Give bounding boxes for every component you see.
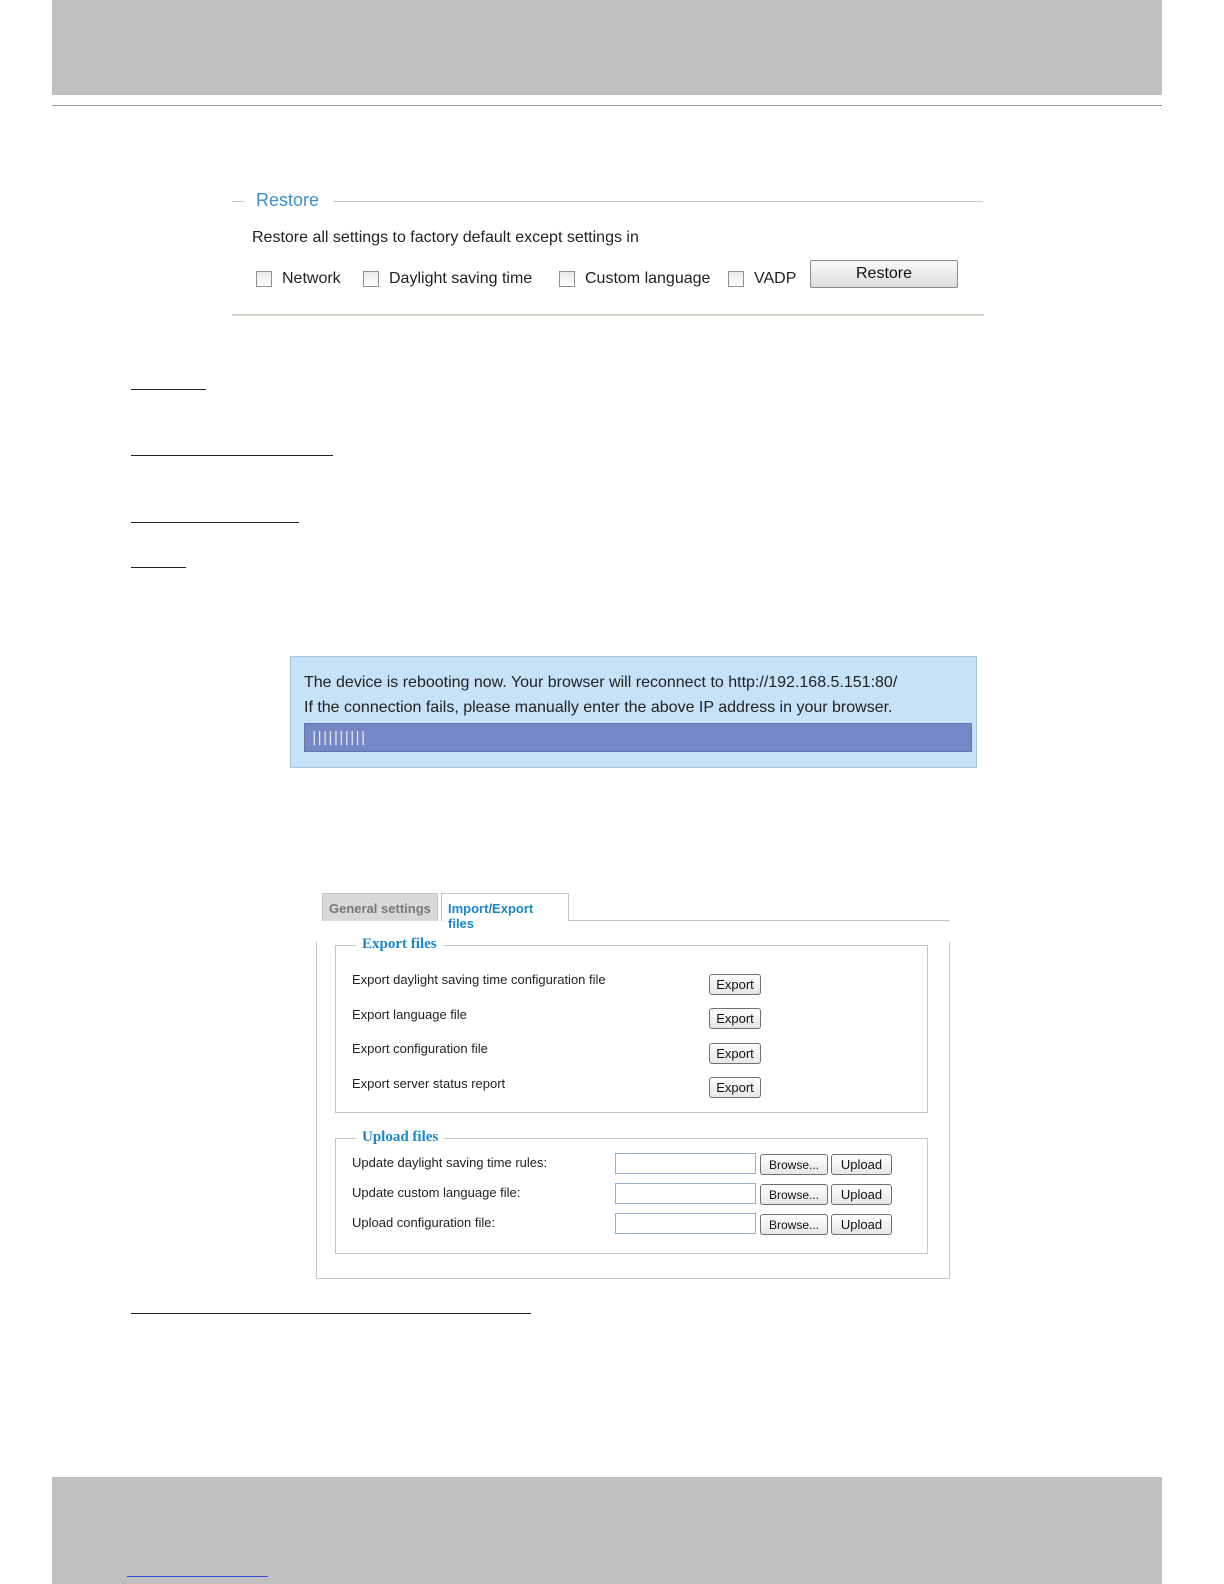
upload-row-label: Update daylight saving time rules: <box>352 1155 548 1170</box>
network-label: Network <box>282 270 341 287</box>
section-underline <box>131 567 186 568</box>
tab-import-export-files[interactable]: Import/Export files <box>441 893 569 921</box>
tab-general-settings[interactable]: General settings <box>322 893 438 921</box>
network-checkbox[interactable] <box>256 271 272 287</box>
tab-baseline <box>569 920 950 921</box>
custom-language-upload-button[interactable]: Upload <box>831 1184 892 1205</box>
daylight-saving-checkbox[interactable] <box>363 271 379 287</box>
dst-rules-upload-button[interactable]: Upload <box>831 1154 892 1175</box>
upload-row-label: Upload configuration file: <box>352 1215 496 1230</box>
vadp-label: VADP <box>754 270 797 287</box>
dst-rules-file-field[interactable] <box>615 1153 756 1174</box>
export-language-button[interactable]: Export <box>709 1008 761 1029</box>
section-underline <box>131 389 206 390</box>
export-row-label: Export daylight saving time configuration file <box>352 972 606 987</box>
option-daylight-saving[interactable] <box>363 268 532 290</box>
reboot-message-box <box>290 656 977 768</box>
export-row-label: Export configuration file <box>352 1041 488 1056</box>
custom-language-file-field[interactable] <box>615 1183 756 1204</box>
reboot-message-line: If the connection fails, please manually enter the above IP address in your browser. <box>304 699 893 716</box>
custom-language-browse-button[interactable]: Browse... <box>760 1184 828 1205</box>
footer-link-underline[interactable] <box>127 1576 268 1577</box>
restore-legend: Restore <box>256 190 320 210</box>
restore-description: Restore all settings to factory default except settings in <box>252 229 639 246</box>
option-custom-language[interactable] <box>559 268 710 290</box>
upload-files-legend: Upload files <box>356 1129 444 1146</box>
configuration-file-field[interactable] <box>615 1213 756 1234</box>
restore-panel-rule <box>232 201 244 202</box>
reboot-progress-bar <box>304 723 972 752</box>
restore-button[interactable]: Restore <box>810 260 958 288</box>
export-status-report-button[interactable]: Export <box>709 1077 761 1098</box>
progress-ticks: |||||||||| <box>310 730 365 746</box>
section-underline <box>131 522 299 523</box>
restore-panel-rule <box>333 201 983 202</box>
restore-panel-bottom-rule <box>232 314 984 316</box>
dst-rules-browse-button[interactable]: Browse... <box>760 1154 828 1175</box>
export-row-label: Export server status report <box>352 1076 506 1091</box>
option-network[interactable] <box>256 268 341 290</box>
upload-row-label: Update custom language file: <box>352 1185 521 1200</box>
export-configuration-button[interactable]: Export <box>709 1043 761 1064</box>
option-vadp[interactable] <box>728 268 796 290</box>
page-footer-band <box>52 1477 1162 1584</box>
custom-language-checkbox[interactable] <box>559 271 575 287</box>
section-underline <box>131 455 333 456</box>
export-dst-config-button[interactable]: Export <box>709 974 761 995</box>
vadp-checkbox[interactable] <box>728 271 744 287</box>
custom-language-label: Custom language <box>585 270 711 287</box>
page-header-band <box>52 0 1162 95</box>
section-underline <box>131 1313 531 1314</box>
restore-panel <box>232 188 984 316</box>
reboot-message-line: The device is rebooting now. Your browser will reconnect to http://192.168.5.151:80/ <box>304 674 898 691</box>
export-row-label: Export language file <box>352 1007 467 1022</box>
header-divider <box>52 105 1162 106</box>
export-files-legend: Export files <box>356 936 443 953</box>
configuration-upload-button[interactable]: Upload <box>831 1214 892 1235</box>
configuration-browse-button[interactable]: Browse... <box>760 1214 828 1235</box>
daylight-saving-label: Daylight saving time <box>389 270 533 287</box>
